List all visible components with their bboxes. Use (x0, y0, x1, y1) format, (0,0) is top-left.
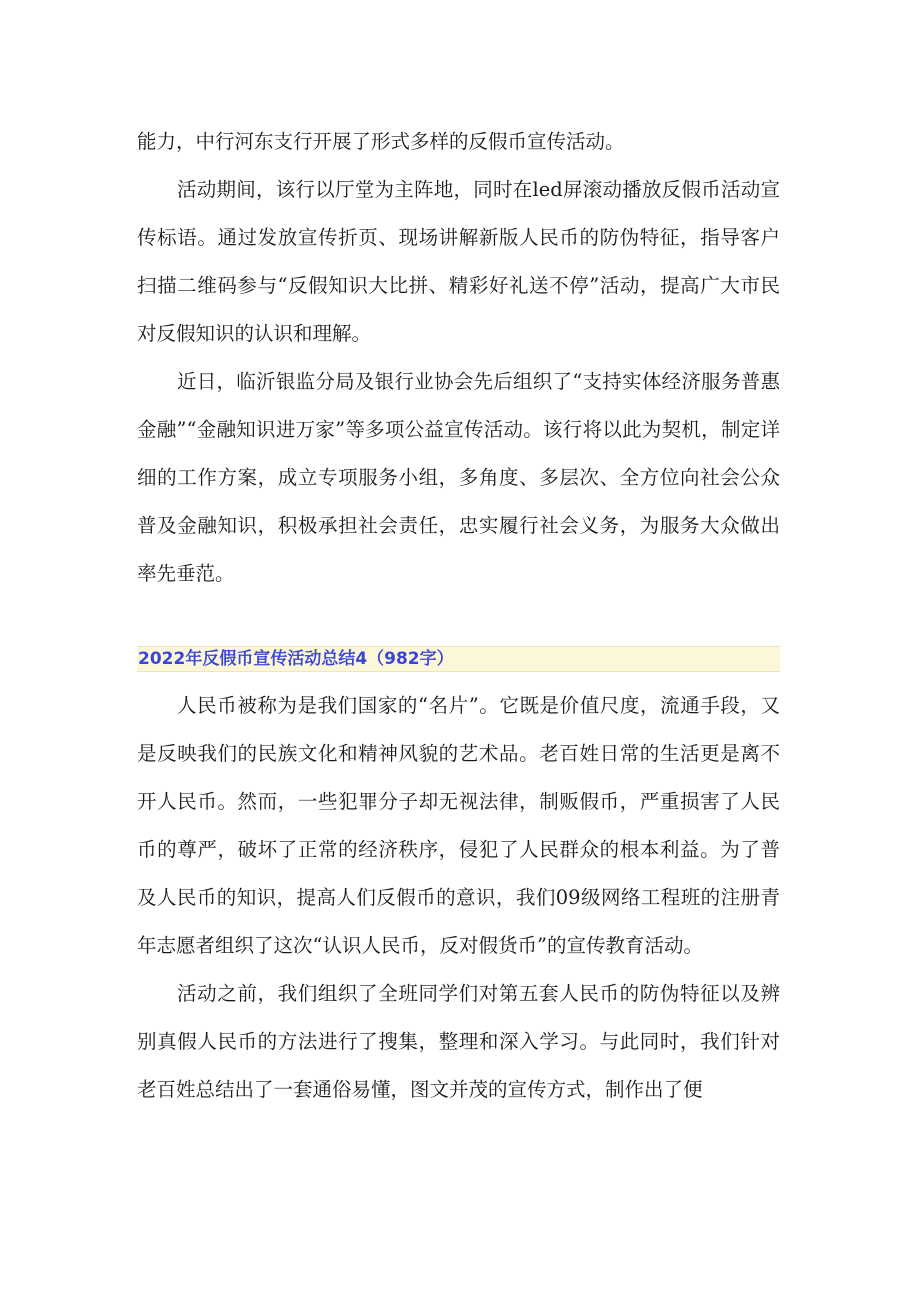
section-heading: 2022年反假币宣传活动总结4（982字） (137, 646, 780, 672)
paragraph-continuation: 能力，中行河东支行开展了形式多样的反假币宣传活动。 (137, 130, 625, 153)
heading-spacer (137, 672, 780, 682)
paragraph-rmb-intro: 人民币被称为是我们国家的“名片”。它既是价值尺度，流通手段，又是反映我们的民族文化和精神风貌的艺术品。老百姓日常的生活更是离不开人民币。然而，一些犯罪分子却无视法律，制贩假币，严重损害了人民币的尊严，破坏了正常的经济秩序，侵犯了人民群众的根本利益。为了普及人民币的知识，提高人们反假币的意识，我们09级网络工程班的注册青年志愿者组织了这次“认识人民币，反对假货币”的宣传教育活动。 (137, 694, 780, 957)
section-spacer (137, 598, 780, 646)
paragraph-preparation: 活动之前，我们组织了全班同学们对第五套人民币的防伪特征以及辨别真假人民币的方法进行了搜集，整理和深入学习。与此同时，我们针对老百姓总结出了一套通俗易懂，图文并茂的宣传方式，制作出了便 (137, 982, 780, 1101)
paragraph-activity-period: 活动期间，该行以厅堂为主阵地，同时在led屏滚动播放反假币活动宣传标语。通过发放宣传折页、现场讲解新版人民币的防伪特征，指导客户扫描二维码参与“反假知识大比拼、精彩好礼送不停”活动，提高广大市民对反假知识的认识和理解。 (137, 178, 780, 345)
document-body (137, 118, 780, 1114)
paragraph-recent-activities: 近日，临沂银监分局及银行业协会先后组织了“支持实体经济服务普惠金融”“金融知识进万家”等多项公益宣传活动。该行将以此为契机，制定详细的工作方案，成立专项服务小组，多角度、多层次、全方位向社会公众普及金融知识，积极承担社会责任，忠实履行社会义务，为服务大众做出率先垂范。 (137, 370, 780, 585)
